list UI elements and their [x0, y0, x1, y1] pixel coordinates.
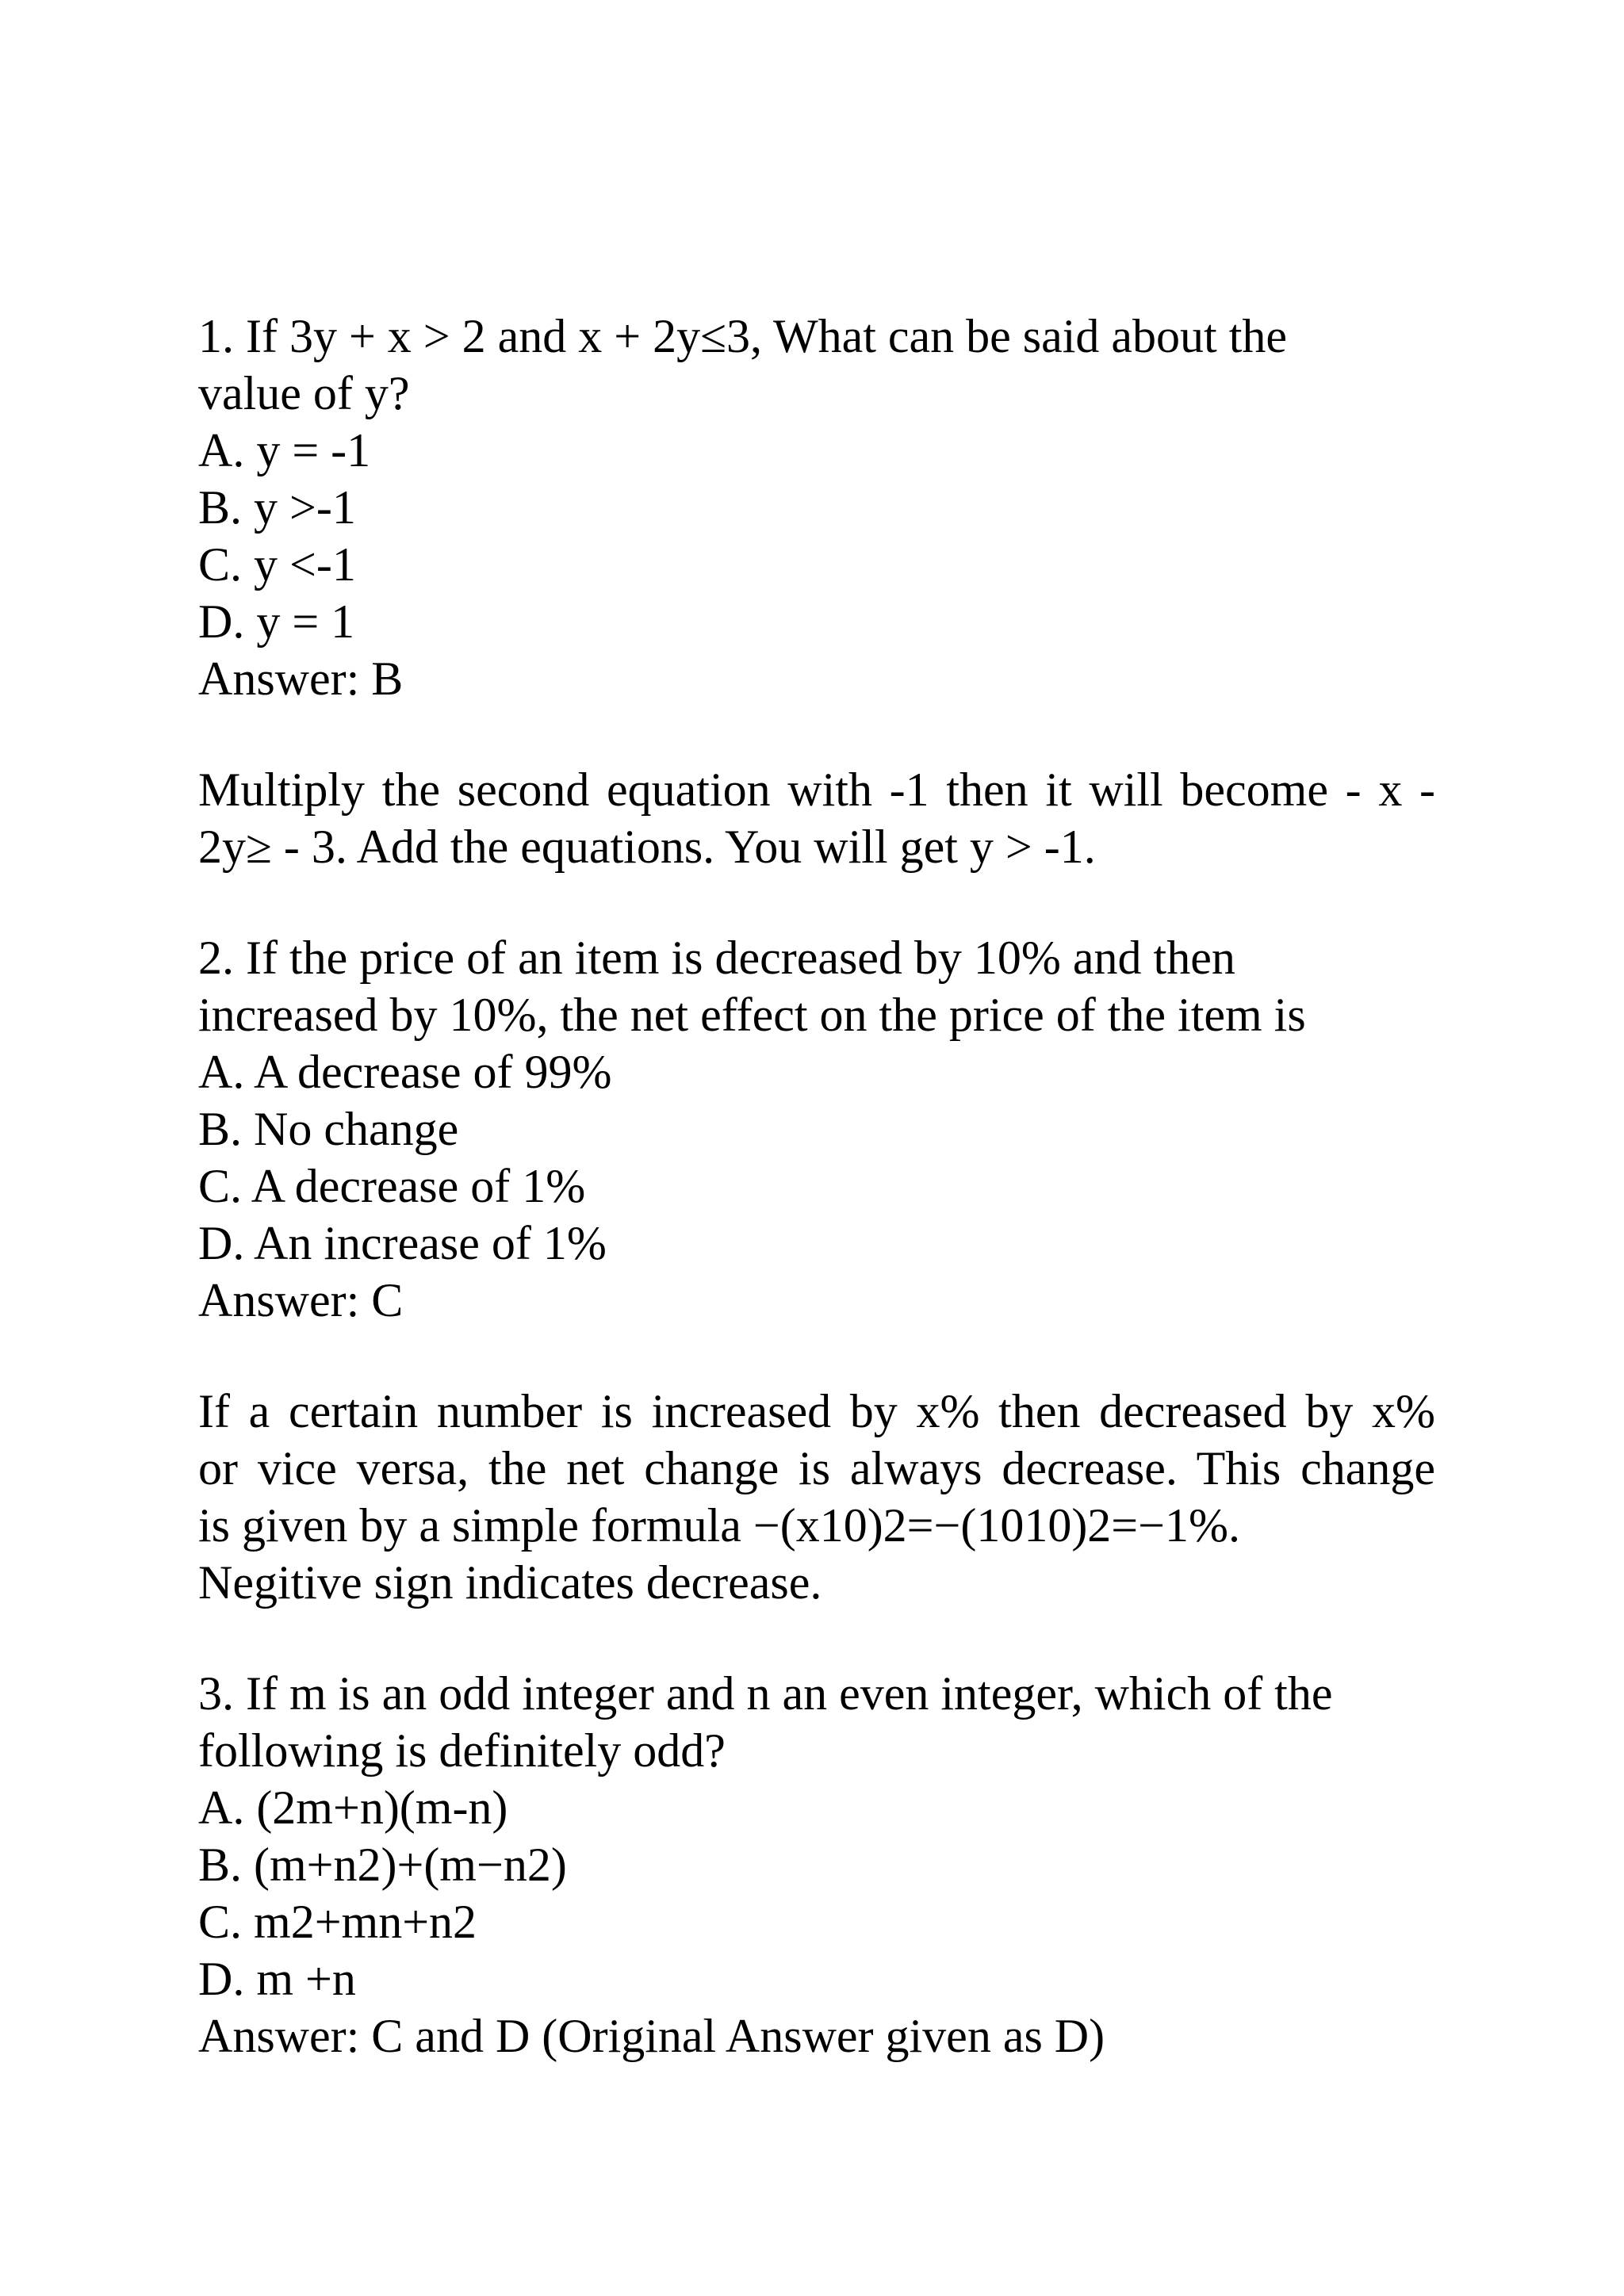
question-1-explanation-line-1: Multiply the second equation with -1 then it will become - x -	[198, 763, 1435, 816]
document-page	[198, 308, 1435, 2064]
question-1-answer: Answer: B	[198, 652, 404, 705]
question-2-option-b: B. No change	[198, 1103, 459, 1155]
question-2-text-line-2: increased by 10%, the net effect on the price of the item is	[198, 989, 1306, 1041]
question-2-answer: Answer: C	[198, 1274, 404, 1326]
question-2-text-line-1: 2. If the price of an item is decreased by 10% and then	[198, 932, 1235, 984]
question-1-text-line-1: 1. If 3y + x > 2 and x + 2y≤3, What can be said about the	[198, 310, 1288, 362]
question-1-option-a: A. y = -1	[198, 424, 371, 476]
question-2-option-a: A. A decrease of 99%	[198, 1046, 612, 1098]
question-1-option-d: D. y = 1	[198, 595, 355, 648]
question-2	[198, 929, 1435, 1611]
question-3-option-c: C. m2+mn+n2	[198, 1896, 477, 1948]
question-2-explanation-line-2: or vice versa, the net change is always decrease. This change	[198, 1442, 1435, 1494]
question-1	[198, 308, 1435, 875]
question-3-option-d: D. m +n	[198, 1953, 356, 2005]
question-2-explanation-line-3: is given by a simple formula −(x10)2=−(1010)2=−1%.	[198, 1499, 1240, 1552]
question-3-text-line-2: following is definitely odd?	[198, 1724, 726, 1777]
question-3-answer: Answer: C and D (Original Answer given as D)	[198, 2010, 1105, 2062]
question-1-option-c: C. y <-1	[198, 538, 356, 591]
question-2-explanation-line-1: If a certain number is increased by x% then decreased by x%	[198, 1385, 1435, 1437]
question-3	[198, 1665, 1435, 2064]
question-2-explanation-line-4: Negitive sign indicates decrease.	[198, 1556, 822, 1609]
question-2-option-c: C. A decrease of 1%	[198, 1160, 586, 1212]
question-3-option-a: A. (2m+n)(m-n)	[198, 1781, 508, 1834]
question-1-text-line-2: value of y?	[198, 367, 410, 419]
question-1-option-b: B. y >-1	[198, 481, 356, 534]
question-1-explanation-line-2: 2y≥ - 3. Add the equations. You will get y > -1.	[198, 821, 1096, 873]
question-2-option-d: D. An increase of 1%	[198, 1217, 607, 1269]
question-3-text-line-1: 3. If m is an odd integer and n an even integer, which of the	[198, 1667, 1333, 1720]
question-3-option-b: B. (m+n2)+(m−n2)	[198, 1839, 567, 1891]
